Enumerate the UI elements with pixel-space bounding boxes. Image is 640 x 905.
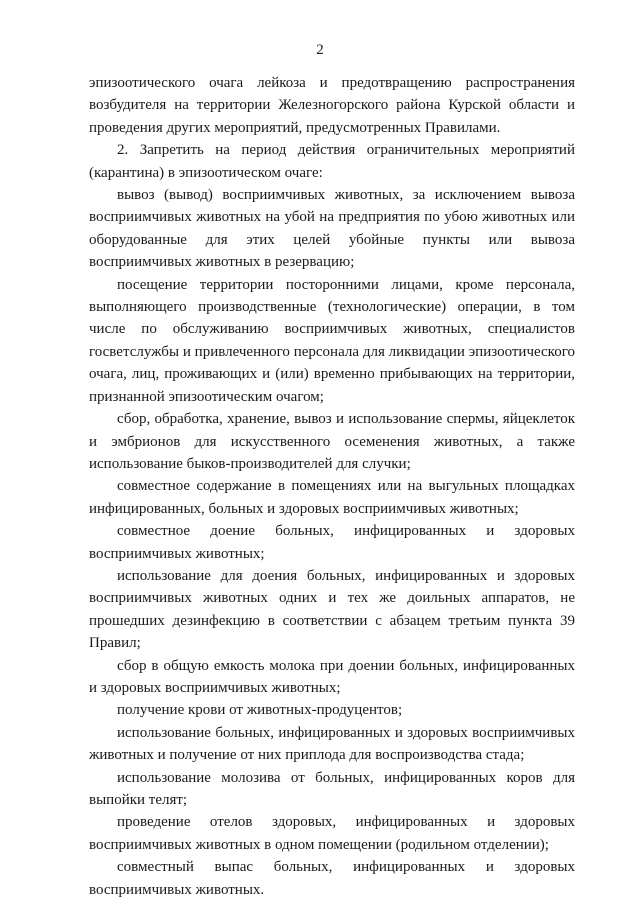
paragraph-breeding-ban: использование больных, инфицированных и здоровых восприимчивых животных и получение от них приплода для воспроизводства стада; xyxy=(89,724,575,764)
paragraph-continuation: эпизоотического очага лейкоза и предотвращению распространения возбудителя на территории Железногорского района Курской области и проведения других мероприятий, предусмотренных Правилами. xyxy=(89,75,575,136)
paragraph-visit-ban: посещение территории посторонними лицами, кроме персонала, выполняющего производственные (технологические) операции, в том числе по обслуживанию восприимчивых животных, специалистов госветслужбы и привлеченного персонала для ликвидации эпизоотического очага, лиц, проживающих и (или) временно прибывающих на территории, признанной эпизоотическим очагом; xyxy=(89,276,575,405)
paragraph-milking-machines-ban: использование для доения больных, инфицированных и здоровых восприимчивых животных одних и тех же доильных аппаратов, не прошедших дезинфекцию в соответствии с абзацем третьим пункта 39 Правил; xyxy=(89,567,575,652)
paragraph-item-2: 2. Запретить на период действия ограничительных мероприятий (карантина) в эпизоотическом очаге: xyxy=(89,142,575,181)
paragraph-joint-milking-ban: совместное доение больных, инфицированных и здоровых восприимчивых животных; xyxy=(89,523,575,562)
paragraph-export-ban: вывоз (вывод) восприимчивых животных, за исключением вывоза восприимчивых животных на убой на предприятия по убою животных или оборудованные для этих целей убойные пункты или вывоза восприимчивых животных в резервацию; xyxy=(89,187,575,271)
paragraph-grazing-ban: совместный выпас больных, инфицированных и здоровых восприимчивых животных. xyxy=(89,859,575,898)
paragraph-sperm-ban: сбор, обработка, хранение, вывоз и использование спермы, яйцеклеток и эмбрионов для искусственного осеменения животных, а также использование быков-производителей для случки; xyxy=(89,411,575,472)
paragraph-calving-ban: проведение отелов здоровых, инфицированных и здоровых восприимчивых животных в одном помещении (родильном отделении); xyxy=(89,814,575,853)
paragraph-milk-collection-ban: сбор в общую емкость молока при доении больных, инфицированных и здоровых восприимчивых животных; xyxy=(89,657,575,696)
document-body xyxy=(89,72,575,901)
paragraph-colostrum-ban: использование молозива от больных, инфицированных коров для выпойки телят; xyxy=(89,769,575,808)
paragraph-blood-ban: получение крови от животных-продуцентов; xyxy=(117,702,403,719)
page-number: 2 xyxy=(316,42,324,58)
paragraph-joint-keeping-ban: совместное содержание в помещениях или на выгульных площадках инфицированных, больных и здоровых восприимчивых животных; xyxy=(89,478,575,517)
